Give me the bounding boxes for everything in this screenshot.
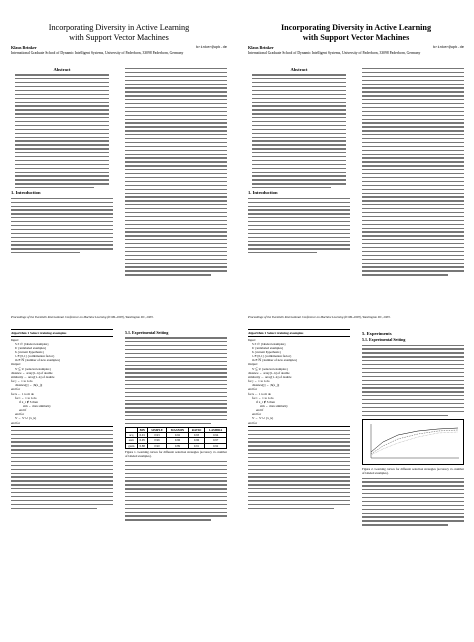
- algorithm-line: for j ← 1 to n do: [11, 379, 33, 384]
- table-header-cell: BIN: [137, 427, 147, 432]
- algorithm-line: h {current hypothesis}: [252, 349, 281, 354]
- abstract-body: [252, 74, 346, 188]
- table-header-cell: SIMPLE: [147, 427, 166, 432]
- algorithm-line: end if: [19, 408, 27, 413]
- algorithm-line: end for: [15, 412, 25, 417]
- table-header-cell: MAXMIN: [167, 427, 189, 432]
- algorithm-line: for i ← 1 to n do: [252, 395, 274, 400]
- algorithm-line: for j ← 1 to n do: [248, 379, 270, 384]
- abstract-heading: Abstract: [290, 67, 308, 72]
- algorithm-line: if x_i ∉ S then: [19, 399, 38, 404]
- paper-page-3: [3, 323, 235, 623]
- algorithm-line: sim ← max similarity: [260, 404, 288, 408]
- author-name: Klaus Brinker: [11, 45, 37, 50]
- paper-title: [240, 23, 472, 42]
- right-column: [362, 68, 464, 278]
- algorithm-line: m ∈ ℕ {number of new examples}: [252, 358, 298, 363]
- page-footer: Proceedings of the Twentieth International Conference on Machine Learning (ICML-2003), Washington DC, 2003.: [248, 315, 391, 319]
- curve-2: [371, 430, 458, 454]
- table-cell: 0.92: [205, 443, 227, 448]
- algorithm-line: S' ⊆ U {selected examples}: [15, 366, 51, 371]
- paper-page-2: [240, 20, 472, 323]
- algorithm-line: S' ⊆ U {selected examples}: [252, 366, 288, 371]
- algorithm-line: for k ← 1 to m do: [248, 391, 272, 396]
- table-header-cell: LAMBDA: [205, 427, 227, 432]
- table-cell: 0.93: [188, 433, 204, 438]
- algorithm-line: distance[j] ← |h(x_j)|: [252, 383, 280, 388]
- curve-1: [371, 428, 458, 452]
- experiments-heading: 5. Experiments: [362, 331, 392, 336]
- paper-page-4: [240, 323, 472, 623]
- title-line-2: with Support Vector Machines: [302, 32, 410, 42]
- title-line-2: with Support Vector Machines: [69, 32, 169, 42]
- table-cell: 0.95: [137, 438, 147, 443]
- table-cell: 0.91: [137, 433, 147, 438]
- algorithm-line: λ ∈ [0,1] {combination factor}: [15, 354, 55, 359]
- algorithm-line: end for: [11, 387, 21, 392]
- algorithm-title: Algorithm 1 Select training examples: [11, 331, 113, 337]
- algorithm-line: Output:: [11, 362, 21, 367]
- table-cell: 0.96: [188, 438, 204, 443]
- algorithm-line: similarity ← array[1..n] of double: [11, 374, 55, 379]
- algorithm-title: Algorithm 1 Select training examples: [248, 331, 350, 337]
- algorithm-line: S' ← S' ∪ {x_k}: [15, 416, 37, 421]
- table-header-cell: RATIO: [188, 427, 204, 432]
- table-cell: grain: [126, 443, 138, 448]
- algorithm-line: end for: [252, 412, 262, 417]
- author-affiliation: International Graduate School of Dynamic Intelligent Systems, University of Paderborn, 33098 Paderborn, Germany: [248, 51, 421, 55]
- algorithm-line: Input:: [11, 337, 19, 342]
- left-column: [248, 329, 350, 511]
- left-column: [11, 329, 113, 511]
- learning-curve-plot: [363, 420, 463, 464]
- author-name: Klaus Brinker: [248, 45, 274, 50]
- algorithm-line: sim ← max similarity: [23, 404, 51, 408]
- abstract-heading: Abstract: [53, 67, 71, 72]
- table-cell: earn: [126, 438, 138, 443]
- algorithm-line: λ ∈ [0,1] {combination factor}: [252, 354, 292, 359]
- algorithm-line: m ∈ ℕ {number of new examples}: [15, 358, 61, 363]
- title-line-1: Incorporating Diversity in Active Learning: [48, 23, 190, 32]
- subsection-heading: 5.1. Experimental Setting: [125, 330, 169, 335]
- algorithm-line: if x_i ∉ S then: [256, 399, 275, 404]
- page-footer: Proceedings of the Twentieth International Conference on Machine Learning (ICML-2003), Washington DC, 2003.: [11, 315, 154, 319]
- right-column: [125, 329, 227, 523]
- algorithm-line: U {unlabeled examples}: [252, 345, 284, 350]
- author-block: [248, 46, 464, 62]
- paper-title: [3, 23, 235, 42]
- algorithm-line: for k ← 1 to m do: [11, 391, 35, 396]
- subsection-heading: 5.1. Experimental Setting: [362, 337, 406, 343]
- table-cell: 0.96: [167, 438, 189, 443]
- figure-caption: Figure 2. Learning curves for different selection strategies (accuracy vs. number of labeled examples).: [362, 466, 464, 475]
- author-affiliation: International Graduate School of Dynamic Intelligent Systems, University of Paderborn, 33098 Paderborn, Germany: [11, 51, 184, 55]
- right-column: [125, 68, 227, 278]
- table-header-row: [126, 427, 227, 432]
- algorithm-line: end for: [248, 387, 258, 392]
- table-cell: 0.93: [147, 433, 166, 438]
- right-column: [362, 329, 464, 528]
- table-cell: 0.89: [167, 443, 189, 448]
- learning-curve-figure: [362, 419, 464, 465]
- algorithm-line: for i ← 1 to n do: [15, 395, 37, 400]
- algorithm-line: S' ← S' ∪ {x_k}: [252, 416, 274, 421]
- author-email: brinker@upb.de: [196, 46, 227, 50]
- algorithm-line: distance ← array[1..n] of double: [11, 370, 53, 375]
- left-column: [248, 68, 350, 256]
- left-column: [11, 68, 113, 256]
- title-line-1: Incorporating Diversity in Active Learning: [280, 23, 432, 32]
- table-cell: 0.88: [137, 443, 147, 448]
- table-row: [126, 443, 227, 448]
- algorithm-box: [11, 329, 113, 427]
- algorithm-line: U {unlabeled examples}: [15, 345, 47, 350]
- author-block: [11, 46, 227, 62]
- results-table: [125, 427, 227, 449]
- author-email: brinker@upb.de: [433, 46, 464, 50]
- table-cell: 0.97: [205, 438, 227, 443]
- curve-3: [371, 432, 458, 455]
- table-cell: acq: [126, 433, 138, 438]
- introduction-heading: 1. Introduction: [248, 190, 278, 196]
- algorithm-line: h {current hypothesis}: [15, 349, 44, 354]
- table-caption: Figure 1. Learning curves for different selection strategies (accuracy vs. number of labeled examples).: [125, 449, 227, 458]
- algorithm-line: S ≠ ∅ {labeled examples}: [15, 341, 49, 346]
- algorithm-line: distance[j] ← |h(x_j)|: [15, 383, 43, 388]
- algorithm-line: distance ← array[1..n] of double: [248, 370, 290, 375]
- table-cell: 0.92: [167, 433, 189, 438]
- paper-page-1: [3, 20, 235, 323]
- algorithm-line: similarity ← array[1..n] of double: [248, 374, 292, 379]
- introduction-body: [11, 198, 113, 254]
- algorithm-line: end for: [248, 420, 258, 425]
- algorithm-line: Input:: [248, 337, 256, 342]
- algorithm-line: end for: [11, 420, 21, 425]
- table-cell: 0.91: [188, 443, 204, 448]
- table-cell: 0.96: [147, 438, 166, 443]
- abstract-body: [15, 74, 109, 188]
- algorithm-line: S ≠ ∅ {labeled examples}: [252, 341, 286, 346]
- algorithm-line: Output:: [248, 362, 258, 367]
- algorithm-box: [248, 329, 350, 427]
- table-cell: 0.90: [147, 443, 166, 448]
- introduction-heading: 1. Introduction: [11, 190, 41, 196]
- table-cell: 0.94: [205, 433, 227, 438]
- algorithm-line: end if: [256, 408, 264, 413]
- introduction-body: [248, 198, 350, 254]
